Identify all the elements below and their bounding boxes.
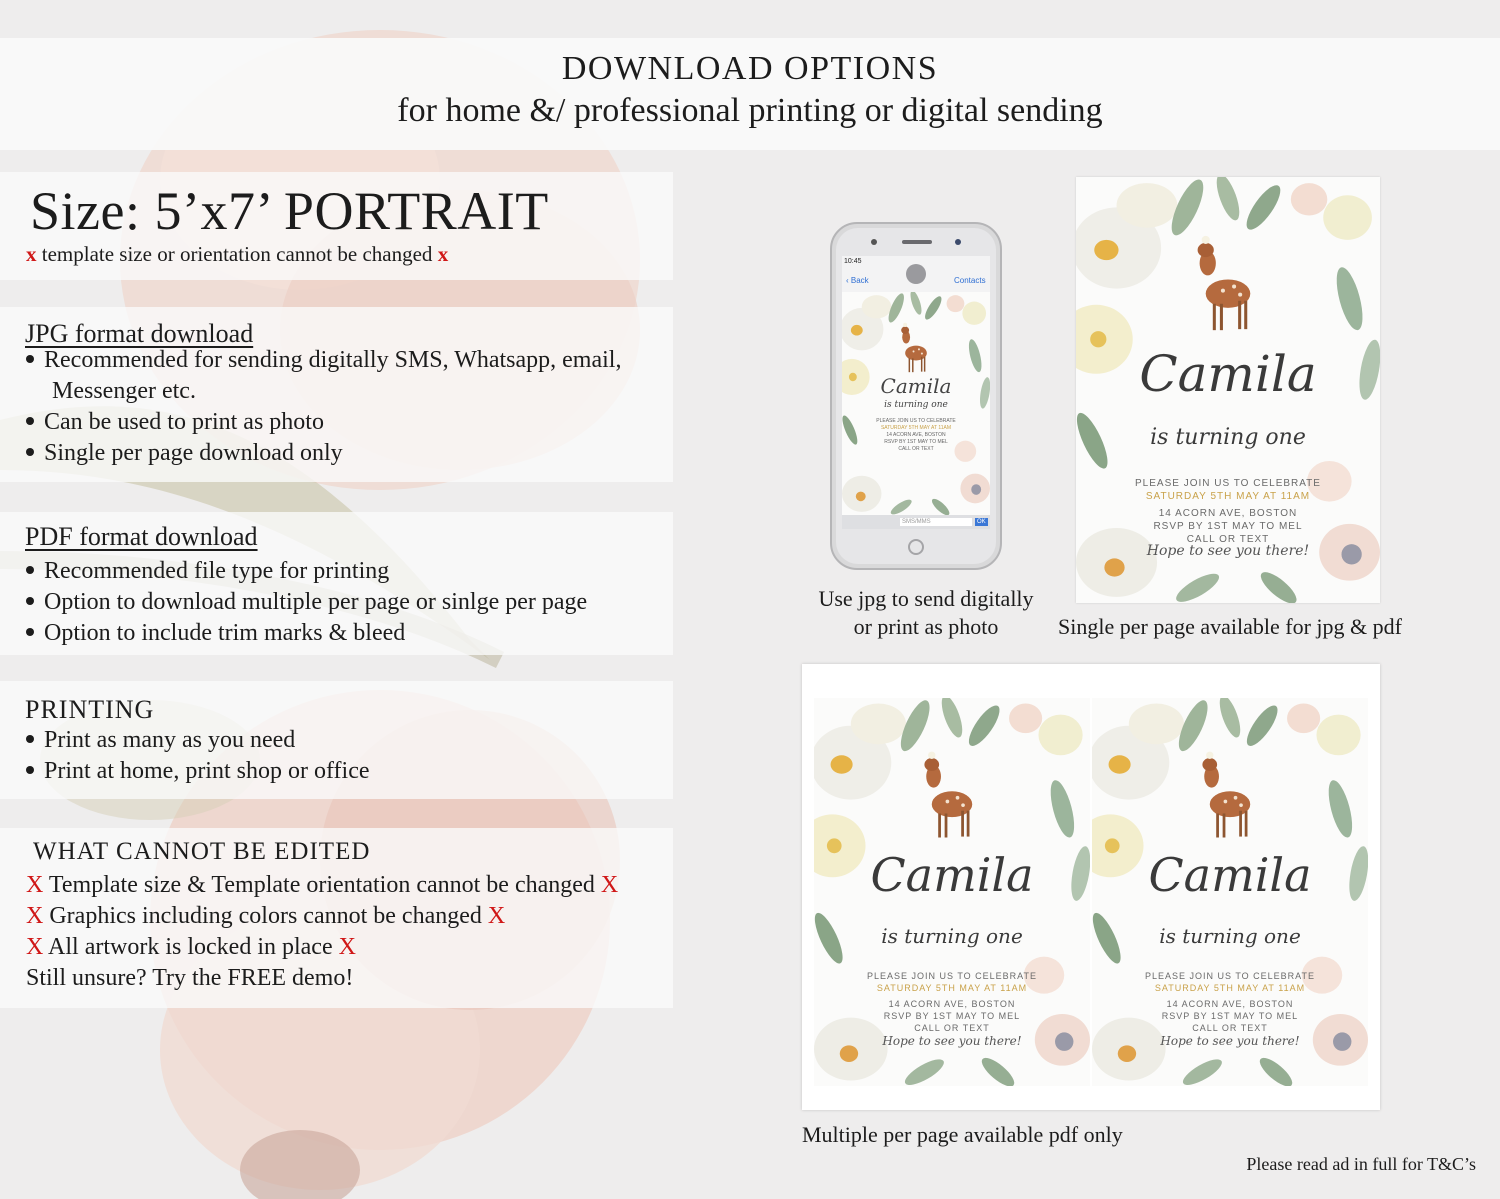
size-panel [0,172,673,280]
list-item: Option to download multiple per page or sinlge per page [26,589,587,616]
list-item: Can be used to print as photo [26,409,324,436]
size-note-line [26,242,448,267]
bullet-icon [26,448,34,456]
invite-details: PLEASE JOIN US TO CELEBRATE SATURDAY 5TH MAY AT 11AM 14 ACORN AVE, BOSTON RSVP BY 1ST MAY TO MEL CALL OR TEXT [1135,478,1321,545]
size-note: template size or orientation cannot be changed [41,242,433,266]
bullet-icon [26,566,34,574]
page-title: DOWNLOAD OPTIONS [561,50,939,87]
bullet-icon [26,735,34,743]
bullet-icon [26,766,34,774]
phone-caption: Use jpg to send digitally or print as photo [818,586,1034,639]
invite-card-left [814,698,1090,1086]
bullet-icon [26,597,34,605]
page-subtitle: for home &/ professional printing or digital sending [397,92,1103,129]
invite-subtitle: is turning one [1150,425,1306,450]
phone-mockup [830,222,1002,570]
invite-subtitle: is turning one [1159,924,1301,948]
single-caption: Single per page available for jpg & pdf [1058,614,1402,639]
list-item: Messenger etc. [52,378,196,404]
jpg-title: JPG format download [25,319,254,348]
list-item: X All artwork is locked in place X [26,934,356,960]
invite-details: PLEASE JOIN US TO CELEBRATE SATURDAY 5TH MAY AT 11AM 14 ACORN AVE, BOSTON RSVP BY 1ST MAY TO MEL CALL OR TEXT [876,418,956,452]
pdf-panel [0,512,673,655]
multiple-caption: Multiple per page available pdf only [802,1122,1123,1147]
list-item: X Template size & Template orientation cannot be changed X [26,872,619,898]
invite-name: Camila [880,374,952,398]
phone-sms-input: SMS/MMS [902,519,931,525]
bullet-icon [26,355,34,363]
jpg-panel [0,307,673,482]
invite-subtitle: is turning one [884,400,948,410]
header-banner [0,38,1500,150]
phone-back-button: ‹ Back [846,276,869,285]
cannot-edit-panel [0,828,673,1008]
pdf-title: PDF format download [25,522,258,551]
size-title: Size: 5’x7’ PORTRAIT [30,181,549,241]
multiple-per-page-sheet [802,664,1380,1110]
printing-title: PRINTING [25,695,155,724]
invite-name: Camila [1148,848,1312,902]
invite-closing: Hope to see you there! [1160,1034,1300,1048]
footer-note: Please read ad in full for T&C’s [1246,1154,1476,1174]
bullet-icon [26,628,34,636]
invite-details: PLEASE JOIN US TO CELEBRATE SATURDAY 5TH MAY AT 11AM 14 ACORN AVE, BOSTON RSVP BY 1ST MAY TO MEL CALL OR TEXT [866,971,1038,1033]
list-item: Print as many as you need [26,727,295,754]
closing-line: Still unsure? Try the FREE demo! [26,965,354,991]
list-item: Single per page download only [26,440,343,467]
x-mark: x [437,242,449,266]
invite-closing: Hope to see you there! [1146,543,1310,559]
phone-contacts-link: Contacts [954,276,986,285]
list-item: Print at home, print shop or office [26,758,370,785]
invite-closing: Hope to see you there! [882,1034,1022,1048]
list-item: Option to include trim marks & bleed [26,620,405,647]
invite-card-right [1092,698,1368,1086]
list-item: X Graphics including colors cannot be changed X [26,903,506,929]
phone-time: 10:45 [844,258,862,265]
list-item: Recommended file type for printing [26,558,389,585]
invite-name: Camila [870,848,1034,902]
invite-name: Camila [1139,345,1317,403]
list-item: Recommended for sending digitally SMS, Whatsapp, email, [26,347,621,374]
single-invite-card [1076,177,1380,603]
bullet-icon [26,417,34,425]
invite-details: PLEASE JOIN US TO CELEBRATE SATURDAY 5TH MAY AT 11AM 14 ACORN AVE, BOSTON RSVP BY 1ST MAY TO MEL CALL OR TEXT [1144,971,1316,1033]
invite-subtitle: is turning one [881,924,1023,948]
phone-ok-button: OK [977,519,986,525]
printing-panel [0,681,673,799]
cannot-edit-title: WHAT CANNOT BE EDITED [33,838,371,865]
x-mark: x [26,242,37,266]
